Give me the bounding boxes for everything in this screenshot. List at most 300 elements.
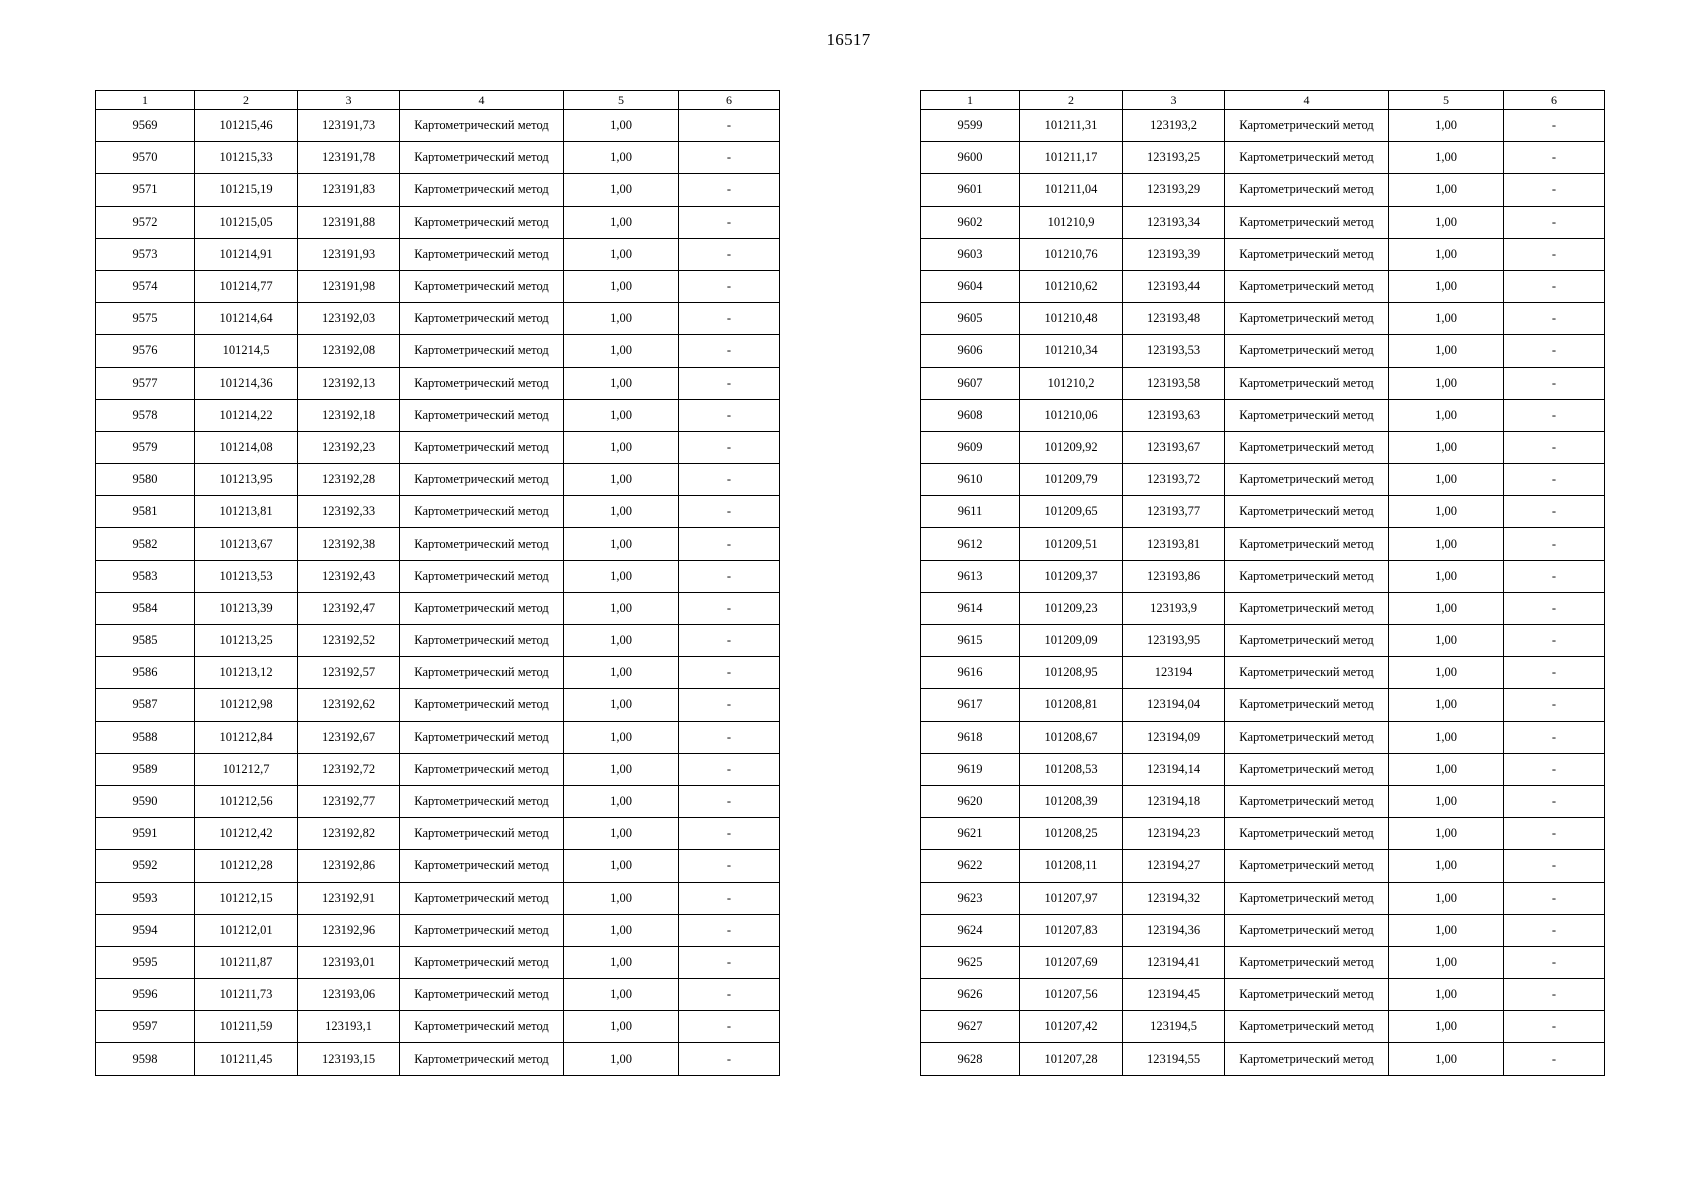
point-number-cell: 9625: [921, 946, 1020, 978]
accuracy-cell: 1,00: [564, 882, 679, 914]
table-row: [96, 946, 780, 978]
point-number-cell: 9621: [921, 818, 1020, 850]
point-number-cell: 9628: [921, 1043, 1020, 1075]
y-coordinate-cell: 123192,33: [298, 496, 400, 528]
description-cell: -: [679, 721, 780, 753]
method-cell: Картометрический метод: [400, 689, 564, 721]
column-header-6: 6: [1504, 91, 1605, 110]
table-row: [96, 1011, 780, 1043]
point-number-cell: 9627: [921, 1011, 1020, 1043]
method-cell: Картометрический метод: [1225, 560, 1389, 592]
method-cell: Картометрический метод: [400, 1011, 564, 1043]
x-coordinate-cell: 101210,2: [1020, 367, 1123, 399]
method-cell: Картометрический метод: [1225, 753, 1389, 785]
method-cell: Картометрический метод: [400, 625, 564, 657]
point-number-cell: 9569: [96, 110, 195, 142]
description-cell: -: [1504, 946, 1605, 978]
table-row: [921, 914, 1605, 946]
description-cell: -: [1504, 431, 1605, 463]
method-cell: Картометрический метод: [400, 914, 564, 946]
point-number-cell: 9594: [96, 914, 195, 946]
x-coordinate-cell: 101208,67: [1020, 721, 1123, 753]
table-row: [921, 174, 1605, 206]
accuracy-cell: 1,00: [1389, 142, 1504, 174]
y-coordinate-cell: 123193,53: [1123, 335, 1225, 367]
x-coordinate-cell: 101211,59: [195, 1011, 298, 1043]
accuracy-cell: 1,00: [1389, 206, 1504, 238]
x-coordinate-cell: 101208,11: [1020, 850, 1123, 882]
accuracy-cell: 1,00: [564, 1043, 679, 1075]
accuracy-cell: 1,00: [564, 657, 679, 689]
point-number-cell: 9622: [921, 850, 1020, 882]
x-coordinate-cell: 101211,31: [1020, 110, 1123, 142]
description-cell: -: [679, 753, 780, 785]
description-cell: -: [679, 528, 780, 560]
description-cell: -: [679, 1043, 780, 1075]
method-cell: Картометрический метод: [1225, 528, 1389, 560]
point-number-cell: 9606: [921, 335, 1020, 367]
table-row: [921, 657, 1605, 689]
x-coordinate-cell: 101213,95: [195, 464, 298, 496]
x-coordinate-cell: 101209,92: [1020, 431, 1123, 463]
description-cell: -: [1504, 528, 1605, 560]
accuracy-cell: 1,00: [1389, 174, 1504, 206]
table-row: [96, 882, 780, 914]
point-number-cell: 9626: [921, 979, 1020, 1011]
x-coordinate-cell: 101208,39: [1020, 785, 1123, 817]
accuracy-cell: 1,00: [1389, 721, 1504, 753]
description-cell: -: [1504, 335, 1605, 367]
point-number-cell: 9605: [921, 303, 1020, 335]
point-number-cell: 9591: [96, 818, 195, 850]
column-header-4: 4: [400, 91, 564, 110]
method-cell: Картометрический метод: [1225, 657, 1389, 689]
accuracy-cell: 1,00: [1389, 528, 1504, 560]
accuracy-cell: 1,00: [1389, 270, 1504, 302]
y-coordinate-cell: 123193,25: [1123, 142, 1225, 174]
accuracy-cell: 1,00: [564, 753, 679, 785]
method-cell: Картометрический метод: [400, 850, 564, 882]
method-cell: Картометрический метод: [1225, 979, 1389, 1011]
point-number-cell: 9590: [96, 785, 195, 817]
method-cell: Картометрический метод: [400, 979, 564, 1011]
accuracy-cell: 1,00: [564, 270, 679, 302]
table-row: [921, 1043, 1605, 1075]
column-header-3: 3: [298, 91, 400, 110]
method-cell: Картометрический метод: [400, 142, 564, 174]
description-cell: -: [1504, 496, 1605, 528]
point-number-cell: 9581: [96, 496, 195, 528]
description-cell: -: [1504, 110, 1605, 142]
table-row: [96, 721, 780, 753]
method-cell: Картометрический метод: [1225, 721, 1389, 753]
x-coordinate-cell: 101207,97: [1020, 882, 1123, 914]
y-coordinate-cell: 123192,72: [298, 753, 400, 785]
x-coordinate-cell: 101208,53: [1020, 753, 1123, 785]
x-coordinate-cell: 101213,67: [195, 528, 298, 560]
accuracy-cell: 1,00: [564, 335, 679, 367]
method-cell: Картометрический метод: [1225, 303, 1389, 335]
x-coordinate-cell: 101213,12: [195, 657, 298, 689]
description-cell: -: [1504, 882, 1605, 914]
accuracy-cell: 1,00: [1389, 399, 1504, 431]
table-row: [96, 625, 780, 657]
description-cell: -: [679, 335, 780, 367]
y-coordinate-cell: 123193,06: [298, 979, 400, 1011]
description-cell: -: [679, 818, 780, 850]
description-cell: -: [1504, 818, 1605, 850]
method-cell: Картометрический метод: [1225, 946, 1389, 978]
y-coordinate-cell: 123192,03: [298, 303, 400, 335]
table-row: [96, 592, 780, 624]
table-row: [921, 238, 1605, 270]
point-number-cell: 9602: [921, 206, 1020, 238]
table-row: [921, 142, 1605, 174]
x-coordinate-cell: 101209,09: [1020, 625, 1123, 657]
table-row: [96, 335, 780, 367]
x-coordinate-cell: 101212,01: [195, 914, 298, 946]
description-cell: -: [1504, 625, 1605, 657]
method-cell: Картометрический метод: [400, 238, 564, 270]
y-coordinate-cell: 123194,32: [1123, 882, 1225, 914]
method-cell: Картометрический метод: [400, 753, 564, 785]
accuracy-cell: 1,00: [564, 528, 679, 560]
description-cell: -: [679, 496, 780, 528]
y-coordinate-cell: 123193,9: [1123, 592, 1225, 624]
x-coordinate-cell: 101209,65: [1020, 496, 1123, 528]
y-coordinate-cell: 123194,45: [1123, 979, 1225, 1011]
y-coordinate-cell: 123192,28: [298, 464, 400, 496]
table-row: [96, 174, 780, 206]
table-header-row: [96, 91, 780, 110]
method-cell: Картометрический метод: [400, 560, 564, 592]
x-coordinate-cell: 101207,56: [1020, 979, 1123, 1011]
x-coordinate-cell: 101210,76: [1020, 238, 1123, 270]
y-coordinate-cell: 123194,18: [1123, 785, 1225, 817]
table-row: [921, 270, 1605, 302]
point-number-cell: 9603: [921, 238, 1020, 270]
x-coordinate-cell: 101213,25: [195, 625, 298, 657]
x-coordinate-cell: 101210,62: [1020, 270, 1123, 302]
y-coordinate-cell: 123194,5: [1123, 1011, 1225, 1043]
table-row: [96, 464, 780, 496]
x-coordinate-cell: 101210,06: [1020, 399, 1123, 431]
y-coordinate-cell: 123193,58: [1123, 367, 1225, 399]
method-cell: Картометрический метод: [1225, 914, 1389, 946]
y-coordinate-cell: 123192,91: [298, 882, 400, 914]
column-header-5: 5: [564, 91, 679, 110]
y-coordinate-cell: 123191,83: [298, 174, 400, 206]
method-cell: Картометрический метод: [400, 303, 564, 335]
x-coordinate-cell: 101209,51: [1020, 528, 1123, 560]
x-coordinate-cell: 101212,7: [195, 753, 298, 785]
y-coordinate-cell: 123193,29: [1123, 174, 1225, 206]
table-row: [921, 464, 1605, 496]
y-coordinate-cell: 123191,98: [298, 270, 400, 302]
accuracy-cell: 1,00: [564, 721, 679, 753]
accuracy-cell: 1,00: [564, 689, 679, 721]
accuracy-cell: 1,00: [564, 785, 679, 817]
description-cell: -: [1504, 238, 1605, 270]
y-coordinate-cell: 123193,95: [1123, 625, 1225, 657]
description-cell: -: [679, 560, 780, 592]
y-coordinate-cell: 123193,34: [1123, 206, 1225, 238]
point-number-cell: 9583: [96, 560, 195, 592]
method-cell: Картометрический метод: [400, 335, 564, 367]
description-cell: -: [1504, 303, 1605, 335]
point-number-cell: 9610: [921, 464, 1020, 496]
point-number-cell: 9584: [96, 592, 195, 624]
method-cell: Картометрический метод: [1225, 238, 1389, 270]
method-cell: Картометрический метод: [1225, 464, 1389, 496]
y-coordinate-cell: 123192,43: [298, 560, 400, 592]
method-cell: Картометрический метод: [1225, 110, 1389, 142]
point-number-cell: 9578: [96, 399, 195, 431]
method-cell: Картометрический метод: [1225, 818, 1389, 850]
accuracy-cell: 1,00: [564, 399, 679, 431]
method-cell: Картометрический метод: [1225, 206, 1389, 238]
description-cell: -: [679, 206, 780, 238]
table-row: [921, 367, 1605, 399]
method-cell: Картометрический метод: [1225, 882, 1389, 914]
point-number-cell: 9595: [96, 946, 195, 978]
accuracy-cell: 1,00: [1389, 850, 1504, 882]
x-coordinate-cell: 101207,28: [1020, 1043, 1123, 1075]
description-cell: -: [679, 946, 780, 978]
description-cell: -: [1504, 914, 1605, 946]
y-coordinate-cell: 123191,73: [298, 110, 400, 142]
description-cell: -: [679, 367, 780, 399]
x-coordinate-cell: 101215,19: [195, 174, 298, 206]
description-cell: -: [1504, 753, 1605, 785]
accuracy-cell: 1,00: [564, 174, 679, 206]
x-coordinate-cell: 101207,42: [1020, 1011, 1123, 1043]
y-coordinate-cell: 123191,88: [298, 206, 400, 238]
table-row: [921, 303, 1605, 335]
description-cell: -: [1504, 367, 1605, 399]
accuracy-cell: 1,00: [564, 592, 679, 624]
table-row: [96, 367, 780, 399]
method-cell: Картометрический метод: [1225, 1011, 1389, 1043]
accuracy-cell: 1,00: [1389, 818, 1504, 850]
accuracy-cell: 1,00: [1389, 496, 1504, 528]
x-coordinate-cell: 101208,95: [1020, 657, 1123, 689]
accuracy-cell: 1,00: [564, 818, 679, 850]
description-cell: -: [679, 1011, 780, 1043]
description-cell: -: [1504, 399, 1605, 431]
point-number-cell: 9601: [921, 174, 1020, 206]
point-number-cell: 9608: [921, 399, 1020, 431]
y-coordinate-cell: 123193,15: [298, 1043, 400, 1075]
x-coordinate-cell: 101209,79: [1020, 464, 1123, 496]
table-row: [96, 303, 780, 335]
description-cell: -: [679, 464, 780, 496]
y-coordinate-cell: 123192,47: [298, 592, 400, 624]
x-coordinate-cell: 101214,77: [195, 270, 298, 302]
accuracy-cell: 1,00: [564, 367, 679, 399]
table-row: [921, 560, 1605, 592]
x-coordinate-cell: 101215,33: [195, 142, 298, 174]
coordinates-table-right: [920, 90, 1605, 1076]
description-cell: -: [679, 914, 780, 946]
method-cell: Картометрический метод: [400, 785, 564, 817]
point-number-cell: 9619: [921, 753, 1020, 785]
table-row: [96, 689, 780, 721]
point-number-cell: 9588: [96, 721, 195, 753]
table-row: [96, 979, 780, 1011]
table-row: [96, 818, 780, 850]
y-coordinate-cell: 123194,14: [1123, 753, 1225, 785]
point-number-cell: 9615: [921, 625, 1020, 657]
accuracy-cell: 1,00: [1389, 464, 1504, 496]
accuracy-cell: 1,00: [564, 431, 679, 463]
accuracy-cell: 1,00: [1389, 367, 1504, 399]
accuracy-cell: 1,00: [1389, 979, 1504, 1011]
x-coordinate-cell: 101210,9: [1020, 206, 1123, 238]
description-cell: -: [679, 174, 780, 206]
table-row: [921, 1011, 1605, 1043]
y-coordinate-cell: 123191,93: [298, 238, 400, 270]
point-number-cell: 9611: [921, 496, 1020, 528]
x-coordinate-cell: 101212,15: [195, 882, 298, 914]
accuracy-cell: 1,00: [564, 496, 679, 528]
y-coordinate-cell: 123192,13: [298, 367, 400, 399]
description-cell: -: [1504, 142, 1605, 174]
description-cell: -: [1504, 270, 1605, 302]
description-cell: -: [679, 270, 780, 302]
y-coordinate-cell: 123193,86: [1123, 560, 1225, 592]
y-coordinate-cell: 123193,48: [1123, 303, 1225, 335]
x-coordinate-cell: 101210,48: [1020, 303, 1123, 335]
x-coordinate-cell: 101213,53: [195, 560, 298, 592]
x-coordinate-cell: 101209,37: [1020, 560, 1123, 592]
point-number-cell: 9613: [921, 560, 1020, 592]
table-row: [921, 882, 1605, 914]
description-cell: -: [1504, 689, 1605, 721]
method-cell: Картометрический метод: [400, 882, 564, 914]
point-number-cell: 9618: [921, 721, 1020, 753]
point-number-cell: 9589: [96, 753, 195, 785]
table-row: [96, 785, 780, 817]
point-number-cell: 9586: [96, 657, 195, 689]
y-coordinate-cell: 123194: [1123, 657, 1225, 689]
method-cell: Картометрический метод: [400, 174, 564, 206]
column-header-2: 2: [195, 91, 298, 110]
table-row: [921, 721, 1605, 753]
table-row: [96, 270, 780, 302]
method-cell: Картометрический метод: [400, 110, 564, 142]
point-number-cell: 9572: [96, 206, 195, 238]
y-coordinate-cell: 123194,27: [1123, 850, 1225, 882]
accuracy-cell: 1,00: [1389, 753, 1504, 785]
x-coordinate-cell: 101211,45: [195, 1043, 298, 1075]
table-row: [921, 206, 1605, 238]
x-coordinate-cell: 101214,08: [195, 431, 298, 463]
description-cell: -: [1504, 592, 1605, 624]
accuracy-cell: 1,00: [1389, 946, 1504, 978]
method-cell: Картометрический метод: [1225, 174, 1389, 206]
description-cell: -: [1504, 657, 1605, 689]
x-coordinate-cell: 101212,84: [195, 721, 298, 753]
x-coordinate-cell: 101215,05: [195, 206, 298, 238]
column-header-5: 5: [1389, 91, 1504, 110]
accuracy-cell: 1,00: [1389, 914, 1504, 946]
accuracy-cell: 1,00: [564, 1011, 679, 1043]
y-coordinate-cell: 123192,38: [298, 528, 400, 560]
table-row: [921, 753, 1605, 785]
point-number-cell: 9585: [96, 625, 195, 657]
method-cell: Картометрический метод: [1225, 496, 1389, 528]
description-cell: -: [679, 689, 780, 721]
accuracy-cell: 1,00: [564, 303, 679, 335]
y-coordinate-cell: 123193,63: [1123, 399, 1225, 431]
method-cell: Картометрический метод: [1225, 1043, 1389, 1075]
y-coordinate-cell: 123193,44: [1123, 270, 1225, 302]
description-cell: -: [679, 979, 780, 1011]
point-number-cell: 9616: [921, 657, 1020, 689]
x-coordinate-cell: 101211,73: [195, 979, 298, 1011]
y-coordinate-cell: 123192,86: [298, 850, 400, 882]
description-cell: -: [1504, 1011, 1605, 1043]
table-row: [921, 431, 1605, 463]
accuracy-cell: 1,00: [564, 464, 679, 496]
accuracy-cell: 1,00: [1389, 335, 1504, 367]
accuracy-cell: 1,00: [564, 142, 679, 174]
accuracy-cell: 1,00: [1389, 657, 1504, 689]
table-row: [921, 592, 1605, 624]
accuracy-cell: 1,00: [1389, 689, 1504, 721]
y-coordinate-cell: 123192,18: [298, 399, 400, 431]
point-number-cell: 9587: [96, 689, 195, 721]
table-row: [96, 110, 780, 142]
table-row: [96, 528, 780, 560]
description-cell: -: [1504, 785, 1605, 817]
table-row: [96, 1043, 780, 1075]
y-coordinate-cell: 123192,82: [298, 818, 400, 850]
accuracy-cell: 1,00: [564, 110, 679, 142]
description-cell: -: [679, 785, 780, 817]
accuracy-cell: 1,00: [1389, 110, 1504, 142]
y-coordinate-cell: 123193,01: [298, 946, 400, 978]
point-number-cell: 9624: [921, 914, 1020, 946]
method-cell: Картометрический метод: [1225, 850, 1389, 882]
column-header-6: 6: [679, 91, 780, 110]
point-number-cell: 9596: [96, 979, 195, 1011]
point-number-cell: 9623: [921, 882, 1020, 914]
table-row: [96, 496, 780, 528]
description-cell: -: [679, 850, 780, 882]
method-cell: Картометрический метод: [1225, 335, 1389, 367]
accuracy-cell: 1,00: [564, 914, 679, 946]
point-number-cell: 9575: [96, 303, 195, 335]
method-cell: Картометрический метод: [400, 721, 564, 753]
column-header-3: 3: [1123, 91, 1225, 110]
point-number-cell: 9599: [921, 110, 1020, 142]
table-row: [921, 335, 1605, 367]
method-cell: Картометрический метод: [400, 818, 564, 850]
method-cell: Картометрический метод: [400, 431, 564, 463]
y-coordinate-cell: 123192,67: [298, 721, 400, 753]
accuracy-cell: 1,00: [1389, 625, 1504, 657]
point-number-cell: 9576: [96, 335, 195, 367]
accuracy-cell: 1,00: [564, 625, 679, 657]
accuracy-cell: 1,00: [1389, 431, 1504, 463]
y-coordinate-cell: 123194,04: [1123, 689, 1225, 721]
table-row: [96, 142, 780, 174]
table-row: [921, 785, 1605, 817]
y-coordinate-cell: 123193,2: [1123, 110, 1225, 142]
column-header-2: 2: [1020, 91, 1123, 110]
